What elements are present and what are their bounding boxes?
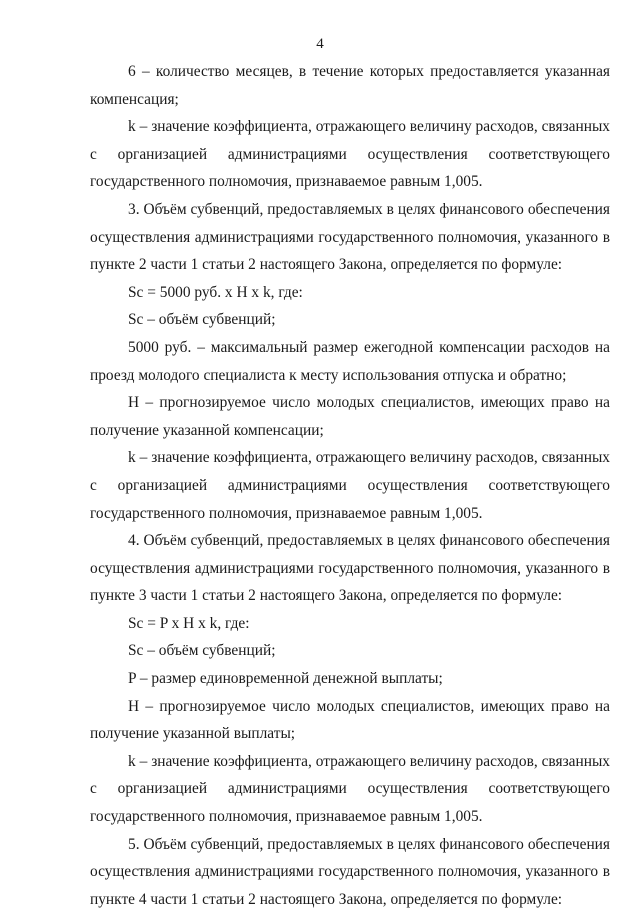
paragraph-5000-definition: 5000 руб. – максимальный размер ежегодной компенсации расходов на проезд молодого специалиста к месту использования отпуска и обратно; xyxy=(90,338,610,384)
paragraph-k-coefficient: k – значение коэффициента, отражающего величину расходов, связанных с организацией администрациями осуществления соответствующего государственного полномочия, признаваемое равным 1,005. xyxy=(90,752,610,826)
formula-clause-3: Sc = 5000 руб. x H x k, где: xyxy=(128,283,303,301)
paragraph-clause-4: 4. Объём субвенций, предоставляемых в целях финансового обеспечения осуществления администрациями государственного полномочия, указанного в пункте 3 части 1 статьи 2 настоящего Закона, определяется по формуле: xyxy=(90,532,610,605)
paragraph-h-definition: H – прогнозируемое число молодых специалистов, имеющих право на получение указанной компенсации; xyxy=(90,394,610,439)
paragraph-p-definition: P – размер единовременной денежной выплаты; xyxy=(128,670,443,688)
paragraph-k-coefficient: k – значение коэффициента, отражающего величину расходов, связанных с организацией администрациями осуществления соответствующего государственного полномочия, признаваемое равным 1,005. xyxy=(90,449,610,522)
paragraph-sc-definition: Sc – объём субвенций; xyxy=(128,642,276,660)
paragraph-k-coefficient: k – значение коэффициента, отражающего величину расходов, связанных с организацией администрациями осуществления соответствующего государственного полномочия, признаваемое равным 1,005. xyxy=(90,118,610,191)
paragraph-h-definition: H – прогнозируемое число молодых специалистов, имеющих право на получение указанной выплаты; xyxy=(90,697,610,743)
paragraph-months-definition: 6 – количество месяцев, в течение которых предоставляется указанная компенсация; xyxy=(90,63,610,108)
page-number: 4 xyxy=(316,36,324,52)
paragraph-clause-3: 3. Объём субвенций, предоставляемых в целях финансового обеспечения осуществления администрациями государственного полномочия, указанного в пункте 2 части 1 статьи 2 настоящего Закона, определяется по формуле: xyxy=(90,200,610,274)
paragraph-clause-5: 5. Объём субвенций, предоставляемых в целях финансового обеспечения осуществления администрациями государственного полномочия, указанного в пункте 4 части 1 статьи 2 настоящего Закона, определяется по формуле: xyxy=(90,835,610,908)
document-body xyxy=(90,58,610,913)
paragraph-sc-definition: Sc – объём субвенций; xyxy=(128,311,276,329)
formula-clause-4: Sc = P x H x k, где: xyxy=(128,614,250,632)
